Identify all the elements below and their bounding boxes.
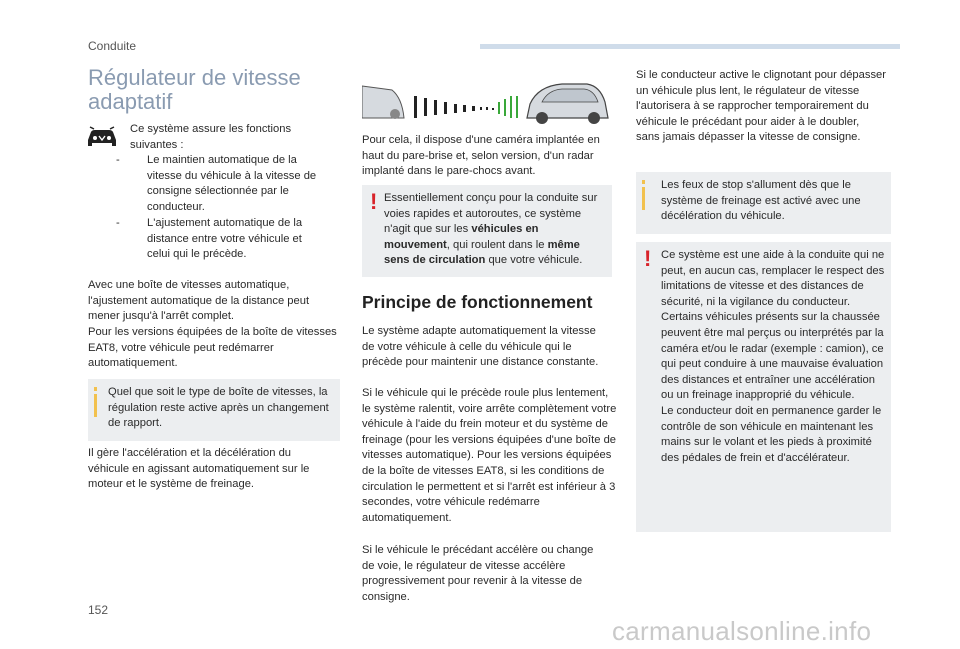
bullet-text: Le maintien automatique de la vitesse du véhicule à la vitesse de consigne sélectionnée par le conducteur.: [147, 154, 317, 213]
paragraph: Si le véhicule le précédant accélère ou change de voie, le régulateur de vitesse accélère progressivement pour revenir à la vitesse de consigne.: [362, 544, 594, 603]
vehicle-sensor-icon: [86, 124, 118, 150]
warning-text: Essentiellement conçu pour la conduite sur voies rapides et autoroutes, ce système n'agit que sur les véhicules en mouvement, qui roulent dans le même sens de circulation que votre véhicule.: [384, 192, 598, 267]
intro-text: Ce système assure les fonctions suivantes :: [130, 123, 292, 151]
section-heading: Principe de fonctionnement: [362, 292, 593, 312]
info-box: [636, 172, 891, 234]
header-bar: [480, 44, 900, 49]
watermark: carmanualsonline.info: [612, 616, 872, 646]
paragraph: Le système adapte automatiquement la vitesse de votre véhicule à celle du véhicule qui le précède pour maintenir une distance constante.: [362, 325, 599, 369]
bullet-dash: -: [116, 217, 120, 229]
info-icon: [94, 387, 97, 417]
bullet-item: [116, 153, 326, 215]
warning-text: Le conducteur doit en permanence garder le contrôle de son véhicule en maintenant les mains sur le volant et les pieds à proximité des pédales de frein et d'accélérateur.: [661, 404, 882, 464]
paragraph: Avec une boîte de vitesses automatique, l'ajustement automatique de la distance peut mener jusqu'à l'arrêt complet.: [88, 279, 310, 323]
warning-text: Certains véhicules présents sur la chaussée peuvent être mal perçus ou interprétés par la caméra et/ou le radar (exemple : camion), ce qui peut conduire à une mauvaise évaluation des distances et entraîner une accélération ou un freinage inapproprié du véhicule.: [661, 311, 884, 402]
warning-text: Ce système est une aide à la conduite qui ne peut, en aucun cas, remplacer le respect des limitations de vitesse et des distances de sécurité, ni la vigilance du conducteur.: [661, 249, 885, 308]
bullet-item: [116, 216, 326, 263]
info-text: Quel que soit le type de boîte de vitesses, la régulation reste active après un changement de rapport.: [108, 386, 329, 430]
radar-car-illustration: [362, 78, 612, 124]
paragraph: Pour cela, il dispose d'une caméra implantée en haut du pare-brise et, selon version, d'un radar implanté dans le pare-chocs avant.: [362, 134, 600, 178]
warning-icon: !: [644, 246, 652, 271]
paragraph: Il gère l'accélération et la décélération du véhicule en agissant automatiquement sur le moteur et le système de freinage.: [88, 447, 310, 491]
section-label: Conduite: [88, 39, 137, 53]
warning-box: [362, 185, 612, 277]
warning-box: [636, 242, 891, 532]
paragraph: Pour les versions équipées de la boîte de vitesses EAT8, votre véhicule peut redémarrer automatiquement.: [88, 326, 337, 370]
paragraph: Si le véhicule qui le précède roule plus lentement, le système ralentit, voire arrête complètement votre véhicule à l'aide du frein moteur et du système de freinage (pour les versions équipées d'une boîte de vitesses automatique). Pour les versions équipées de la boîte de vitesses EAT8, si les conditions de circulation le permettent et si l'arrêt est inférieur à 3 secondes, votre véhicule redémarre automatiquement.: [362, 387, 617, 524]
bullet-text: L'ajustement automatique de la distance entre votre véhicule et celui qui le précède.: [147, 217, 303, 261]
page-title: Régulateur de vitesse adaptatif: [88, 65, 301, 114]
page-number: 152: [88, 603, 109, 617]
paragraph: Si le conducteur active le clignotant pour dépasser un véhicule plus lent, le régulateur de vitesse l'autorisera à se rapprocher temporairement du véhicule le précédant pour aider à le doubler, sans jamais dépasser la vitesse de consigne.: [636, 69, 887, 144]
warning-icon: !: [370, 189, 378, 214]
info-text: Les feux de stop s'allument dès que le système de freinage est activé avec une décélération du véhicule.: [661, 179, 861, 223]
bullet-dash: -: [116, 154, 120, 166]
info-icon: [642, 180, 645, 210]
info-box: [88, 379, 340, 441]
